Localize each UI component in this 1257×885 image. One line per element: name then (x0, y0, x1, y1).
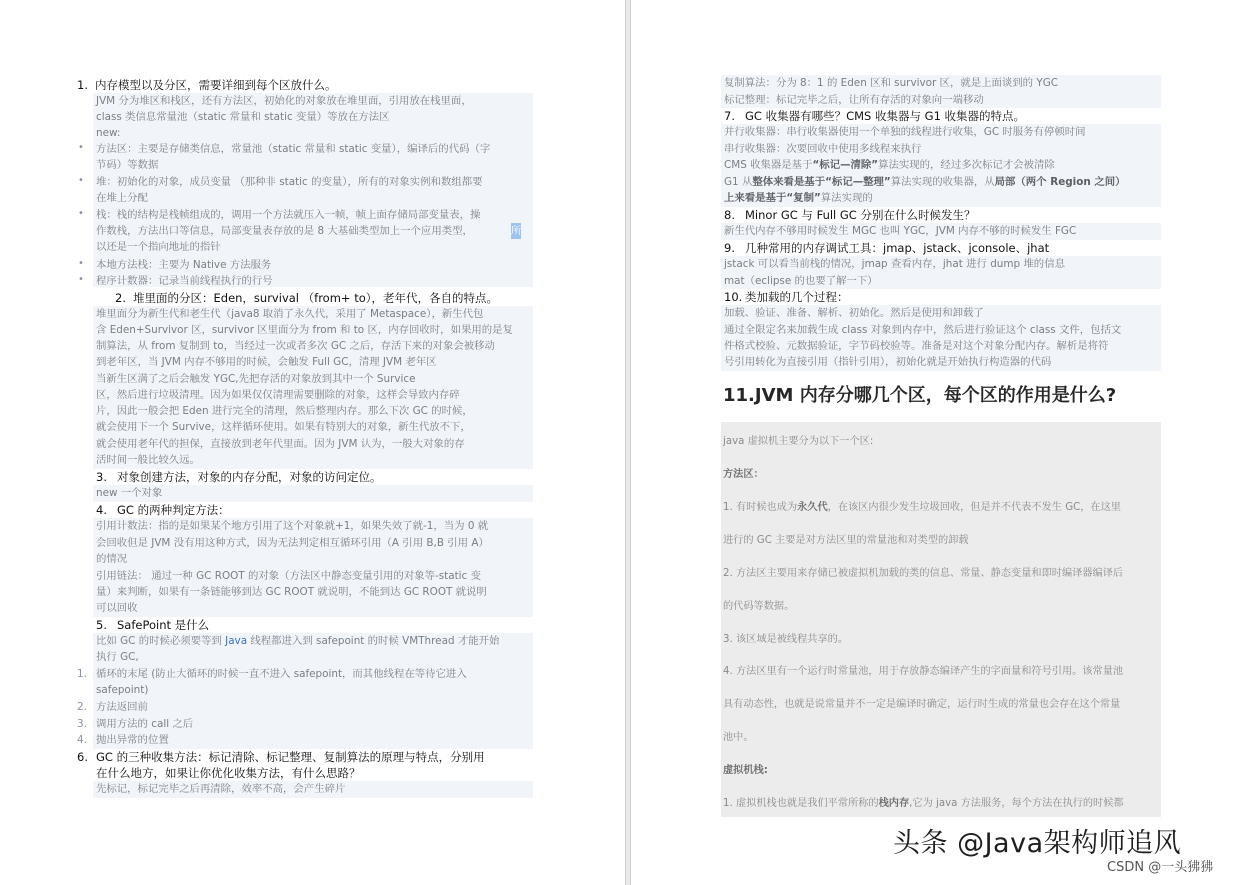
q2-title: 堆里面的分区：Eden，survival （from+ to），老年代，各自的特点。 (133, 291, 498, 305)
q11-para-line: 3. 该区域是被线程共享的。 (723, 634, 849, 645)
bullet-line: 栈：栈的结构是栈帧组成的，调用一个方法就压入一帧，帧上面存储局部变量表，操 (96, 209, 481, 221)
vm-stack-label: 虚拟机栈: (723, 765, 768, 776)
bullet-line: 以还是一个指向地址的指针 (96, 241, 221, 253)
q11-content-box (721, 422, 1161, 817)
list-item-line: safepoint) (96, 684, 149, 696)
q8-line: 新生代内存不够用时候发生 MGC 也叫 YGC，JVM 内存不够的时候发生 FGC (724, 225, 1077, 237)
list-item-line: 抛出异常的位置 (96, 734, 169, 746)
q4-line: 可以回收 (96, 602, 138, 614)
q1-line: new: (96, 127, 121, 139)
q1-title: 内存模型以及分区，需要详细到每个区放什么。 (95, 78, 337, 92)
q2-line: 活时间一般比较久远。 (96, 454, 200, 466)
q11-para-line: 进行的 GC 主要是对方法区里的常量池和对类型的卸载 (723, 535, 969, 546)
q10-line: 通过全限定名来加载生成 class 对象到内存中，然后进行验证这个 class 文件，包括文 (724, 324, 1122, 336)
q6-title: GC 的三种收集方法：标记清除、标记整理、复制算法的原理与特点，分别用 (96, 750, 485, 764)
q11-heading: 11.JVM 内存分哪几个区，每个区的作用是什么? (723, 385, 1117, 406)
q5-number: 5. (96, 618, 107, 632)
q3-title: 对象创建方法，对象的内存分配，对象的访问定位。 (117, 470, 382, 484)
q11-para-line: 1. 虚拟机栈也就是我们平常所称的栈内存,它为 java 方法服务，每个方法在执行的时候都 (723, 798, 1124, 809)
q10-number: 10. (724, 290, 743, 304)
q2-line: 就会使用老年代的担保，直接放到老年代里面。因为 JVM 认为，一般大对象的存 (96, 438, 465, 450)
q2-line: 含 Eden+Survivor 区，survivor 区里面分为 from 和 to 区，内存回收时，如果用的是复 (96, 324, 513, 336)
q3-number: 3. (96, 470, 107, 484)
q2-line: 堆里面分为新生代和老生代（java8 取消了永久代，采用了 Metaspace），新生代包 (96, 308, 484, 320)
list-number: 2. (77, 701, 87, 713)
bullet-line: 堆：初始化的对象，成员变量 （那种非 static 的变量），所有的对象实例和数组都要 (96, 176, 483, 188)
q9-number: 9. (724, 241, 735, 255)
bullet-line: 本地方法栈：主要为 Native 方法服务 (96, 259, 272, 271)
java-link[interactable]: Java (225, 635, 248, 647)
q4-title: GC 的两种判定方法： (117, 503, 230, 517)
q2-line: 当新生区满了之后会触发 YGC,先把存活的对象放到其中一个 Survice (96, 373, 416, 385)
q5-intro-line: 执行 GC, (96, 651, 139, 663)
q6-number: 6. (77, 750, 88, 764)
list-number: 4. (77, 734, 87, 746)
bullet-line: 节码）等数据 (96, 159, 159, 171)
q6-title-cont: 在什么地方，如果让你优化收集方法，有什么思路？ (96, 766, 361, 780)
q1-line: JVM 分为堆区和栈区，还有方法区，初始化的对象放在堆里面，引用放在栈里面， (96, 95, 472, 107)
q11-para-line: 2. 方法区主要用来存储已被虚拟机加载的类的信息、常量、静态变量和即时编译器编译后 (723, 568, 1124, 579)
q2-number: 2. (115, 291, 126, 305)
toutiao-watermark: 头条 @Java架构师追风 (893, 828, 1182, 859)
q7-line: 串行收集器：次要回收中使用多线程来执行 (724, 143, 922, 155)
list-number: 3. (77, 718, 87, 730)
method-area-label: 方法区： (723, 469, 764, 480)
q6-continued-line: 标记整理：标记完毕之后，让所有存活的对象向一端移动 (724, 94, 984, 106)
bullet-icon: • (78, 208, 84, 219)
q9-line: jstack 可以看当前栈的情况，jmap 查看内存，jhat 进行 dump 堆的信息 (724, 258, 1065, 270)
q11-para-line: 1. 有时候也成为永久代，在该区内很少发生垃圾回收，但是并不代表不发生 GC，在这里 (723, 502, 1121, 513)
list-number: 1. (77, 668, 87, 680)
q7-g1-line: G1 从整体来看是基于“标记—整理”算法实现的收集器，从局部（两个 Region 之间） (724, 176, 1126, 188)
q7-cms-line: CMS 收集器是基于“标记—清除”算法实现的，经过多次标记才会被清除 (724, 159, 1055, 171)
list-item-line: 方法返回前 (96, 701, 148, 713)
q4-line: 的情况 (96, 553, 128, 565)
bullet-line: 在堆上分配 (96, 192, 148, 204)
q6-continued-line: 复制算法：分为 8：1 的 Eden 区和 survivor 区，就是上面谈到的 YGC (724, 77, 1059, 89)
bullet-line: 作数栈，方法出口等信息，局部变量表存放的是 8 大基础类型加上一个应用类型， (96, 225, 473, 237)
q11-para-line: 4. 方法区里有一个运行时常量池，用于存放静态编译产生的字面量和符号引用。该常量池 (723, 666, 1124, 677)
q7-number: 7. (724, 109, 735, 123)
q2-line: 区，然后进行垃圾清理。因为如果仅仅清理需要删除的对象，这样会导致内存碎 (96, 389, 460, 401)
bullet-line: 方法区：主要是存储类信息，常量池（static 常量和 static 变量），编译后的代码（字 (96, 143, 491, 155)
q2-line: 就会使用下一个 Survive，这样循环使用。如果有特别大的对象，新生代放不下， (96, 421, 471, 433)
q10-line: 加载、验证、准备、解析、初始化。然后是使用和卸载了 (724, 307, 984, 319)
selection-highlight: 所 (511, 223, 521, 239)
q4-line: 引用链法： 通过一种 GC ROOT 的对象（方法区中静态变量引用的对象等-static 变 (96, 570, 481, 582)
q11-intro: java 虚拟机主要分为以下一个区: (723, 436, 874, 447)
bullet-icon: • (78, 142, 84, 153)
q2-line: 片，因此一般会把 Eden 进行完全的清理，然后整理内存。那么下次 GC 的时候， (96, 405, 473, 417)
q2-line: 制算法，从 from 复制到 to，当经过一次或者多次 GC 之后，存活下来的对象会被移动 (96, 340, 495, 352)
q9-title: 几种常用的内存调试工具：jmap、jstack、jconsole、jhat (745, 241, 1050, 255)
q8-title: Minor GC 与 Full GC 分别在什么时候发生？ (745, 208, 976, 222)
q4-number: 4. (96, 503, 107, 517)
list-item-line: 调用方法的 call 之后 (96, 718, 194, 730)
q7-g1-line: 上来看是基于“复制”算法实现的 (724, 192, 873, 204)
q5-title: SafePoint 是什么 (117, 618, 210, 632)
q11-para-line: 池中。 (723, 732, 754, 743)
q11-para-line: 的代码等数据。 (723, 601, 795, 612)
q1-number: 1. (77, 78, 88, 92)
q7-title: GC 收集器有哪些？CMS 收集器与 G1 收集器的特点。 (745, 109, 1026, 123)
q8-number: 8. (724, 208, 735, 222)
q4-line: 量）来判断，如果有一条链能够到达 GC ROOT 就说明，不能到达 GC ROOT 就说明 (96, 586, 487, 598)
q6-line: 先标记，标记完毕之后再清除，效率不高，会产生碎片 (96, 783, 346, 795)
csdn-watermark: CSDN @一头狒狒 (1107, 860, 1214, 875)
q4-line: 引用计数法：指的是如果某个地方引用了这个对象就+1，如果失效了就-1，当为 0 就 (96, 520, 489, 532)
q9-line: mat（eclipse 的也要了解一下） (724, 275, 878, 287)
bullet-line: 程序计数器：记录当前线程执行的行号 (96, 275, 273, 287)
q11-para-line: 具有动态性，也就是说常量并不一定是编译时确定，运行时生成的常量也会存在这个常量 (723, 699, 1121, 710)
list-item-line: 循环的末尾 (防止大循环的时候一直不进入 safepoint，而其他线程在等待它进入 (96, 668, 467, 680)
bullet-icon: • (78, 274, 84, 285)
q10-title: 类加载的几个过程： (745, 290, 849, 304)
q1-line: class 类信息常量池（static 常量和 static 变量）等放在方法区 (96, 111, 390, 123)
q4-line: 会回收但是 JVM 没有用这种方式，因为无法判定相互循环引用（A 引用 B,B 引用 A） (96, 537, 489, 549)
q7-line: 并行收集器：串行收集器使用一个单独的线程进行收集，GC 时服务有停顿时间 (724, 126, 1086, 138)
q5-intro-line: 比如 GC 的时候必须要等到 Java 线程都进入到 safepoint 的时候 VMThread 才能开始 (96, 635, 500, 647)
q3-line: new 一个对象 (96, 487, 163, 499)
bullet-icon: • (78, 175, 84, 186)
q10-line: 号引用转化为直接引用（指针引用），初始化就是开始执行构造器的代码 (724, 356, 1052, 368)
bullet-icon: • (78, 258, 84, 269)
q2-line: 到老年区，当 JVM 内存不够用的时候，会触发 Full GC，清理 JVM 老年区 (96, 356, 437, 368)
q10-line: 件格式校验、元数据验证，字节码校验等。准备是对这个对象分配内存。解析是将符 (724, 340, 1109, 352)
